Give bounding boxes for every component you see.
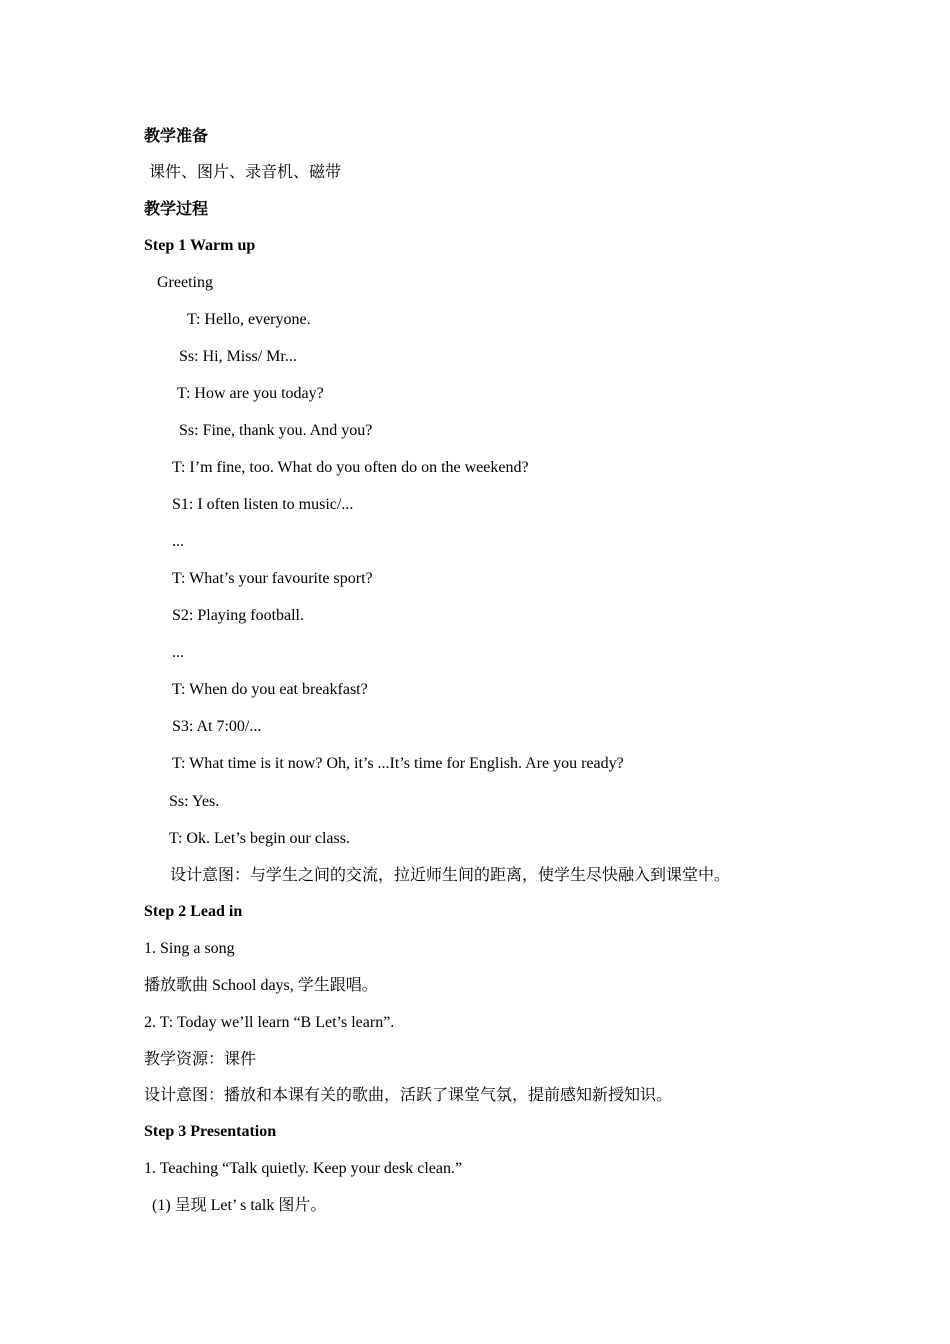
step-2-heading: Step 2 Lead in (144, 903, 243, 920)
dialogue-line: T: Hello, everyone. (187, 311, 311, 328)
sub-list-item: (1) 呈现 Let’ s talk 图片。 (152, 1197, 327, 1214)
dialogue-line: S3: At 7:00/... (172, 718, 262, 735)
dialogue-line: S2: Playing football. (172, 607, 304, 624)
step-1-heading: Step 1 Warm up (144, 237, 256, 254)
dialogue-line: T: What time is it now? Oh, it’s ...It’s time for English. Are you ready? (172, 755, 624, 772)
dialogue-line: Ss: Yes. (169, 793, 220, 810)
dialogue-line: Ss: Hi, Miss/ Mr... (179, 348, 297, 365)
teaching-resource-note: 教学资源：课件 (144, 1051, 257, 1068)
materials-list: 课件、图片、录音机、磁带 (149, 164, 342, 181)
dialogue-line: T: Ok. Let’s begin our class. (169, 830, 350, 847)
dialogue-line: T: I’m fine, too. What do you often do on the weekend? (172, 459, 529, 476)
design-intent-note: 设计意图：与学生之间的交流，拉近师生间的距离，使学生尽快融入到课堂中。 (170, 867, 731, 884)
ellipsis-line: ... (172, 533, 184, 550)
heading-teaching-process: 教学过程 (144, 201, 209, 218)
paragraph: 播放歌曲 School days, 学生跟唱。 (144, 977, 378, 994)
dialogue-line: T: How are you today? (177, 385, 324, 402)
list-item: 1. Sing a song (144, 940, 235, 957)
step-3-heading: Step 3 Presentation (144, 1123, 277, 1140)
dialogue-line: S1: I often listen to music/... (172, 496, 354, 513)
list-item: 2. T: Today we’ll learn “B Let’s learn”. (144, 1014, 395, 1031)
design-intent-note: 设计意图：播放和本课有关的歌曲，活跃了课堂气氛，提前感知新授知识。 (144, 1087, 673, 1104)
ellipsis-line: ... (172, 644, 184, 661)
list-item: 1. Teaching “Talk quietly. Keep your desk clean.” (144, 1160, 463, 1177)
greeting-label: Greeting (157, 274, 213, 291)
dialogue-line: T: When do you eat breakfast? (172, 681, 368, 698)
heading-teaching-preparation: 教学准备 (144, 128, 209, 145)
dialogue-line: Ss: Fine, thank you. And you? (179, 422, 373, 439)
dialogue-line: T: What’s your favourite sport? (172, 570, 373, 587)
